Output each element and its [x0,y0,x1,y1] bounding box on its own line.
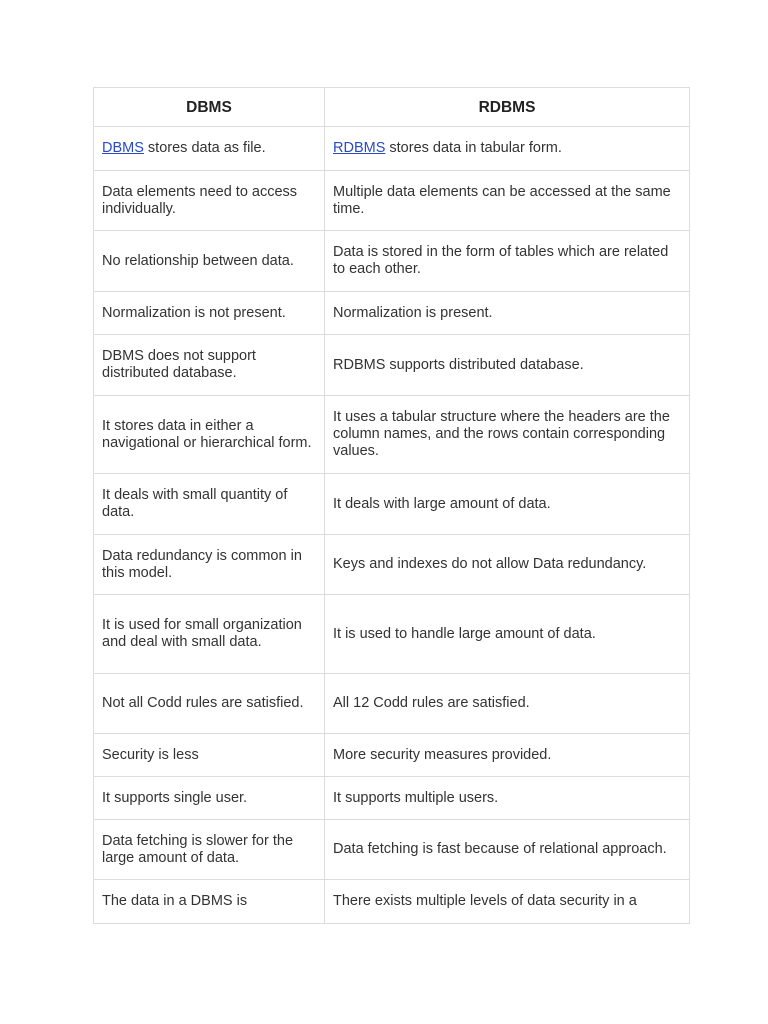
rdbms-cell-text: Normalization is present. [333,304,493,321]
rdbms-cell [325,335,690,396]
rdbms-cell-text: It supports multiple users. [333,789,499,806]
dbms-cell-text: Data elements need to access individually. [102,183,298,217]
table-row [94,820,690,880]
rdbms-cell [325,171,690,231]
rdbms-cell [325,127,690,171]
rdbms-cell-text: stores data in tabular form. [385,140,562,156]
header-dbms: DBMS [94,88,325,127]
dbms-cell [94,127,325,171]
rdbms-cell-text: It deals with large amount of data. [333,495,551,512]
rdbms-cell [325,777,690,820]
rdbms-cell [325,535,690,595]
rdbms-cell [325,292,690,335]
dbms-cell-text: Normalization is not present. [102,304,286,321]
table-row [94,474,690,535]
dbms-cell-text: The data in a DBMS is [102,893,248,909]
rdbms-cell-text: RDBMS supports distributed database. [333,356,584,373]
dbms-cell-text: stores data as file. [143,140,266,156]
rdbms-cell-text: Keys and indexes do not allow Data redundancy. [333,556,647,572]
table-row [94,231,690,292]
rdbms-cell-text: Data fetching is fast because of relational approach. [333,841,667,857]
rdbms-cell [325,231,690,292]
rdbms-cell-text: Data is stored in the form of tables which are related to each other. [333,244,669,277]
rdbms-cell-text: It uses a tabular structure where the headers are the column names, and the rows contain corresponding values. [333,409,670,459]
dbms-cell-text: No relationship between data. [102,252,294,269]
dbms-cell [94,674,325,734]
dbms-cell [94,396,325,474]
dbms-cell-text: Data redundancy is common in this model. [102,547,302,581]
rdbms-cell [325,820,690,880]
dbms-cell-text: It supports single user. [102,789,248,806]
dbms-cell [94,474,325,535]
dbms-cell [94,880,325,924]
dbms-cell [94,535,325,595]
dbms-cell [94,734,325,777]
rdbms-cell-text: There exists multiple levels of data security in a [333,893,637,909]
table-row [94,127,690,171]
rdbms-cell-text: Multiple data elements can be accessed at the same time. [333,183,671,217]
rdbms-cell [325,734,690,777]
dbms-cell-text: It is used for small organization and deal with small data. [102,617,302,650]
rdbms-cell [325,474,690,535]
header-rdbms: RDBMS [325,88,690,127]
dbms-cell-text: Security is less [102,746,199,763]
header-row [94,88,690,127]
rdbms-cell-text: It is used to handle large amount of data. [333,625,596,642]
rdbms-link[interactable]: RDBMS [333,140,386,156]
table-row [94,777,690,820]
dbms-cell-text: Not all Codd rules are satisfied. [102,695,304,711]
table-row [94,734,690,777]
dbms-cell [94,171,325,231]
dbms-cell [94,335,325,396]
dbms-cell-text: Data fetching is slower for the large amount of data. [102,832,294,866]
dbms-cell [94,231,325,292]
rdbms-cell-text: More security measures provided. [333,746,552,763]
comparison-table [93,87,690,924]
dbms-link[interactable]: DBMS [102,140,144,156]
dbms-cell [94,595,325,674]
table-row [94,880,690,924]
table-row [94,674,690,734]
table-row [94,292,690,335]
rdbms-cell-text: All 12 Codd rules are satisfied. [333,695,530,711]
dbms-cell [94,292,325,335]
table-row [94,396,690,474]
table-row [94,595,690,674]
dbms-cell-text: It deals with small quantity of data. [102,487,288,520]
table-row [94,171,690,231]
rdbms-cell [325,396,690,474]
dbms-cell-text: It stores data in either a navigational or hierarchical form. [102,417,312,451]
dbms-cell [94,777,325,820]
rdbms-cell [325,674,690,734]
table-row [94,335,690,396]
dbms-cell-text: DBMS does not support distributed database. [102,348,256,381]
rdbms-cell [325,595,690,674]
dbms-cell [94,820,325,880]
table-row [94,535,690,595]
rdbms-cell [325,880,690,924]
